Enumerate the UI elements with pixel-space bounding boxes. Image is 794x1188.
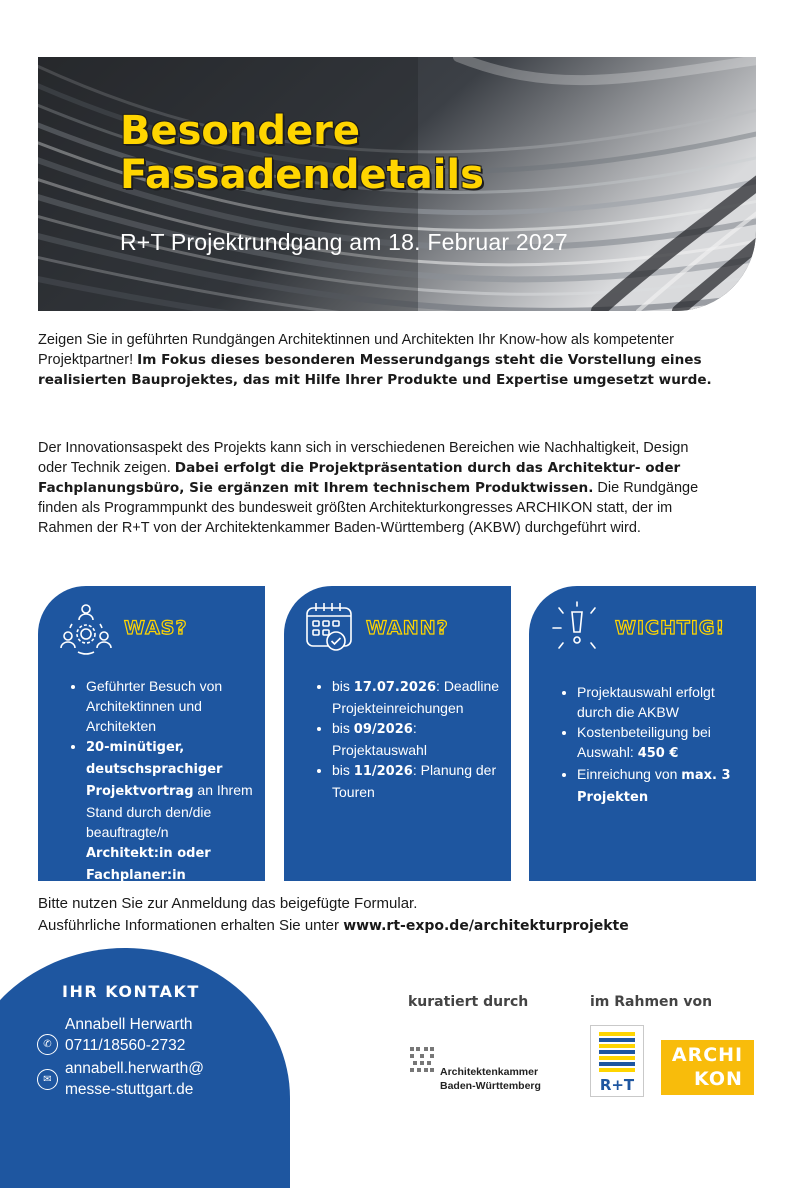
note-line2-pre: Ausführliche Informationen erhalten Sie unter — [38, 917, 344, 934]
wann-item3-pre: bis — [332, 762, 354, 778]
contact-name: Annabell Herwarth — [65, 1016, 193, 1033]
card-wann-header — [304, 598, 449, 658]
wann-item1-bold: 17.07.2026 — [353, 680, 437, 695]
wann-item2-bold: 09/2026 — [353, 722, 413, 737]
card-was-list — [54, 676, 255, 886]
note-line1: Bitte nutzen Sie zur Anmeldung das beigefügte Formular. — [38, 895, 418, 912]
curated-by-label: kuratiert durch — [408, 994, 529, 1010]
list-item — [332, 676, 501, 718]
website-link[interactable]: www.rt-expo.de/architekturprojekte — [343, 918, 629, 934]
akbw-logo-icon — [408, 1045, 436, 1075]
framework-label: im Rahmen von — [590, 994, 713, 1010]
hero-banner — [38, 57, 756, 311]
card-wann-list — [300, 676, 501, 802]
akbw-line1: Architektenkammer — [440, 1066, 539, 1078]
akbw-line2: Baden-Württemberg — [440, 1080, 541, 1092]
wann-item2-post: : Projektauswahl — [332, 720, 427, 758]
registration-note — [38, 893, 629, 937]
exclamation-icon — [549, 600, 605, 656]
hero-subtitle: R+T Projektrundgang am 18. Februar 2027 — [120, 229, 568, 255]
hero-title — [120, 109, 484, 197]
list-item — [577, 722, 746, 764]
phone-icon: ✆ — [37, 1034, 58, 1055]
contact-panel — [0, 948, 290, 1188]
rt-logo-graphic — [591, 1026, 643, 1096]
card-wichtig-header — [549, 598, 725, 658]
hero-title-line2: Fassadendetails — [120, 152, 484, 198]
contact-email-line2[interactable]: messe-stuttgart.de — [65, 1081, 194, 1098]
list-item — [332, 760, 501, 802]
card-wann — [284, 586, 511, 881]
calendar-check-icon — [304, 600, 356, 656]
hero-title-line1: Besondere — [120, 108, 360, 154]
was-item1-text: Geführter Besuch von Architektinnen und Architekten — [86, 678, 223, 734]
card-was — [38, 586, 265, 881]
wichtig-item3-pre: Einreichung von — [577, 766, 682, 782]
wann-item3-post: : Planung der Touren — [332, 762, 497, 800]
wann-item1-post: : Deadline Projekteinreichungen — [332, 678, 500, 716]
rt-logo — [590, 1025, 644, 1097]
team-gear-icon — [58, 600, 114, 656]
akbw-logo-text — [440, 1065, 541, 1093]
intro-paragraph-1 — [38, 330, 718, 390]
intro-p2-text-b: Die Rundgänge finden als Programmpunkt des bundesweit größten Architekturkongresses ARCHIKON statt, der im Rahmen der R+T von der Architektenkammer Baden-Württemberg (AKBW) durchgeführt wird. — [38, 480, 699, 536]
wann-item3-bold: 11/2026 — [353, 764, 413, 779]
was-item2-bold2: Architekt:in oder Fachplaner:in — [86, 846, 211, 883]
archikon-line2: KON — [694, 1068, 743, 1090]
rt-logo-text: R+T — [599, 1076, 635, 1094]
intro-p1-bold: Im Fokus dieses besonderen Messerundgangs steht die Vorstellung eines realisierten Bauprojektes, das mit Hilfe Ihrer Produkte und Expertise umgesetzt wurde. — [38, 352, 712, 388]
wichtig-item3-bold: max. 3 Projekten — [577, 768, 731, 805]
card-was-title: WAS? — [124, 617, 188, 639]
contact-title: IHR KONTAKT — [62, 982, 200, 1001]
archikon-line1: ARCHI — [671, 1044, 744, 1066]
list-item — [577, 682, 746, 722]
intro-paragraph-2 — [38, 438, 718, 538]
intro-p2-bold: Dabei erfolgt die Projektpräsentation durch das Architektur- oder Fachplanungsbüro, Sie ergänzen mit Ihrem technischem Produktwissen. — [38, 460, 681, 496]
was-item2-bold: 20-minütiger, deutschsprachiger Projektvortrag — [86, 740, 223, 799]
list-item — [332, 718, 501, 760]
list-item — [86, 736, 255, 886]
card-wichtig — [529, 586, 756, 881]
wichtig-item1-text: Projektauswahl erfolgt durch die AKBW — [577, 684, 715, 720]
intro-p1-text: Zeigen Sie in geführten Rundgängen Architektinnen und Architekten Ihr Know-how als kompetenter Projektpartner! — [38, 332, 674, 368]
was-item2-text: an Ihrem Stand durch den/die beauftragte/n — [86, 782, 253, 840]
card-wann-title: WANN? — [366, 617, 449, 639]
list-item — [577, 764, 746, 808]
card-was-header — [58, 598, 188, 658]
wann-item2-pre: bis — [332, 720, 354, 736]
contact-email-line1[interactable]: annabell.herwarth@ — [65, 1060, 204, 1077]
card-wichtig-list — [545, 682, 746, 808]
intro-p2-text-a: Der Innovationsaspekt des Projekts kann sich in verschiedenen Bereichen wie Nachhaltigkeit, Design oder Technik zeigen. — [38, 440, 689, 476]
wichtig-item2-bold: 450 € — [637, 746, 679, 761]
archikon-logo — [661, 1040, 754, 1095]
wann-item1-pre: bis — [332, 678, 354, 694]
wichtig-item2-pre: Kostenbeteiligung bei Auswahl: — [577, 724, 711, 760]
mail-icon: ✉ — [37, 1069, 58, 1090]
list-item — [86, 676, 255, 736]
card-wichtig-title: WICHTIG! — [615, 617, 726, 639]
contact-phone[interactable]: 0711/18560-2732 — [65, 1037, 186, 1054]
